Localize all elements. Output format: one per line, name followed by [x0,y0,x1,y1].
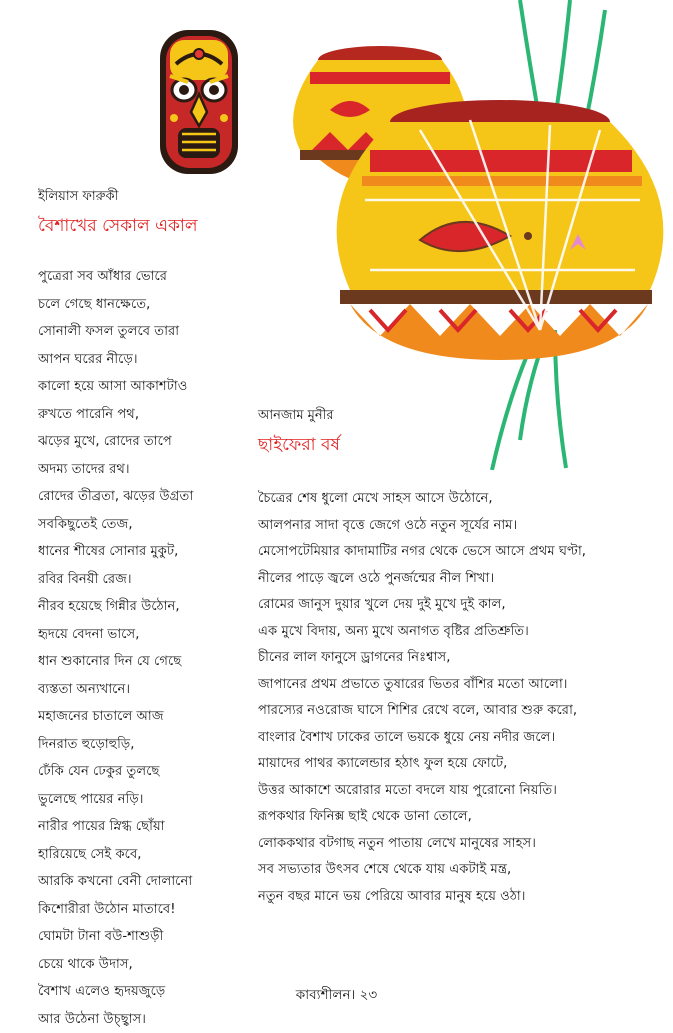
poem-line: লোককথার বটগাছ নতুন পাতায় লেখে মানুষের সাহস। [258,831,658,858]
poem-line: চৈত্রের শেষ ধুলো মেখে সাহস আসে উঠোনে, [258,486,658,513]
poem-line: কিশোরীরা উঠোন মাতাবে! [38,896,253,924]
owl-mask-icon [158,28,240,176]
poem-line: হারিয়েছে সেই কবে, [38,841,253,869]
poem-line: মহাজনের চাতালে আজ [38,703,253,731]
poem-line: হৃদয়ে বেদনা ভাসে, [38,621,253,649]
poem-line: নতুন বছর মানে ভয় পেরিয়ে আবার মানুষ হয়ে ওঠা। [258,884,658,911]
poem-line: নীরব হয়েছে গিন্নীর উঠোন, [38,593,253,621]
poem-line: ঘোমটা টানা বউ-শাশুড়ী [38,923,253,951]
poem-line: সব সভ্যতার উৎসব শেষে থেকে যায় একটাই মন্ত্র, [258,857,658,884]
poem-line: রোমের জানুস দুয়ার খুলে দেয় দুই মুখে দুই কাল, [258,592,658,619]
right-poem-title: ছাইফেরা বর্ষ [258,432,340,460]
poem-line: পুত্রেরা সব আঁধার ভোরে [38,263,253,291]
poem-line: সোনালী ফসল তুলবে তারা [38,318,253,346]
poem-line: উত্তর আকাশে অরোরার মতো বদলে যায় পুরোনো নিয়তি। [258,778,658,805]
poem-line: চীনের লাল ফানুসে ড্রাগনের নিঃশ্বাস, [258,645,658,672]
poem-line: নীলের পাড়ে জ্বলে ওঠে পুনর্জন্মের নীল শিখা। [258,566,658,593]
poem-line: ব্যস্ততা অন্যখানে। [38,676,253,704]
left-poem-body [38,263,253,1033]
poem-line: রুখতে পারেনি পথ, [38,401,253,429]
poem-line: রবির বিনয়ী রেজ। [38,566,253,594]
poem-line: বৈশাখ এলেও হৃদয়জুড়ে [38,978,253,1006]
poem-line: আরকি কখনো বেনী দোলানো [38,868,253,896]
poem-line: ধান শুকানোর দিন যে গেছে [38,648,253,676]
left-poem-title: বৈশাখের সেকাল একাল [38,213,198,241]
hanging-pots-illustration [270,0,665,470]
right-poem-body [258,486,658,910]
poem-line: জাপানের প্রথম প্রভাতে তুষারের ভিতর বাঁশির মতো আলো। [258,672,658,699]
poem-line: রোদের তীব্রতা, ঝড়ের উগ্রতা [38,483,253,511]
poem-line: রূপকথার ফিনিক্স ছাই থেকে ডানা তোলে, [258,804,658,831]
poem-line: ভুলেছে পায়ের নড়ি। [38,786,253,814]
poem-line: মায়াদের পাথর ক্যালেন্ডার হঠাৎ ফুল হয়ে ফোটে, [258,751,658,778]
poem-line: আপন ঘরের নীড়ে। [38,346,253,374]
page-footer: কাব্যশীলন। ২৩ [0,984,673,1007]
poem-line: চেয়ে থাকে উদাস, [38,951,253,979]
poem-line: নারীর পায়ের স্নিগ্ধ ছোঁয়া [38,813,253,841]
poem-line: এক মুখে বিদায়, অন্য মুখে অনাগত বৃষ্টির প্রতিশ্রুতি। [258,619,658,646]
right-poem-author: আনজাম মুনীর [258,406,334,427]
poem-line: আর উঠেনা উচ্ছ্বাস। [38,1006,253,1033]
left-poem-author: ইলিয়াস ফারুকী [38,187,118,208]
poem-line: সবকিছুতেই তেজ, [38,511,253,539]
poem-line: বাংলার বৈশাখ ঢাকের তালে ভয়কে ধুয়ে নেয় নদীর জলে। [258,725,658,752]
poem-line: কালো হয়ে আসা আকাশটাও [38,373,253,401]
poem-line: মেসোপটেমিয়ার কাদামাটির নগর থেকে ভেসে আসে প্রথম ঘণ্টা, [258,539,658,566]
poem-line: অদম্য তাদের রথ। [38,456,253,484]
poem-line: পারস্যের নওরোজ ঘাসে শিশির রেখে বলে, আবার শুরু করো, [258,698,658,725]
poem-line: দিনরাত হুড়োহুড়ি, [38,731,253,759]
poem-line: ঝড়ের মুখে, রোদের তাপে [38,428,253,456]
poem-line: ধানের শীষের সোনার মুকুট, [38,538,253,566]
poem-line: ঢেঁকি যেন ঢেকুর তুলছে [38,758,253,786]
poem-line: আলপনার সাদা বৃত্তে জেগে ওঠে নতুন সূর্যের নাম। [258,513,658,540]
poem-line: চলে গেছে ধানক্ষেতে, [38,291,253,319]
